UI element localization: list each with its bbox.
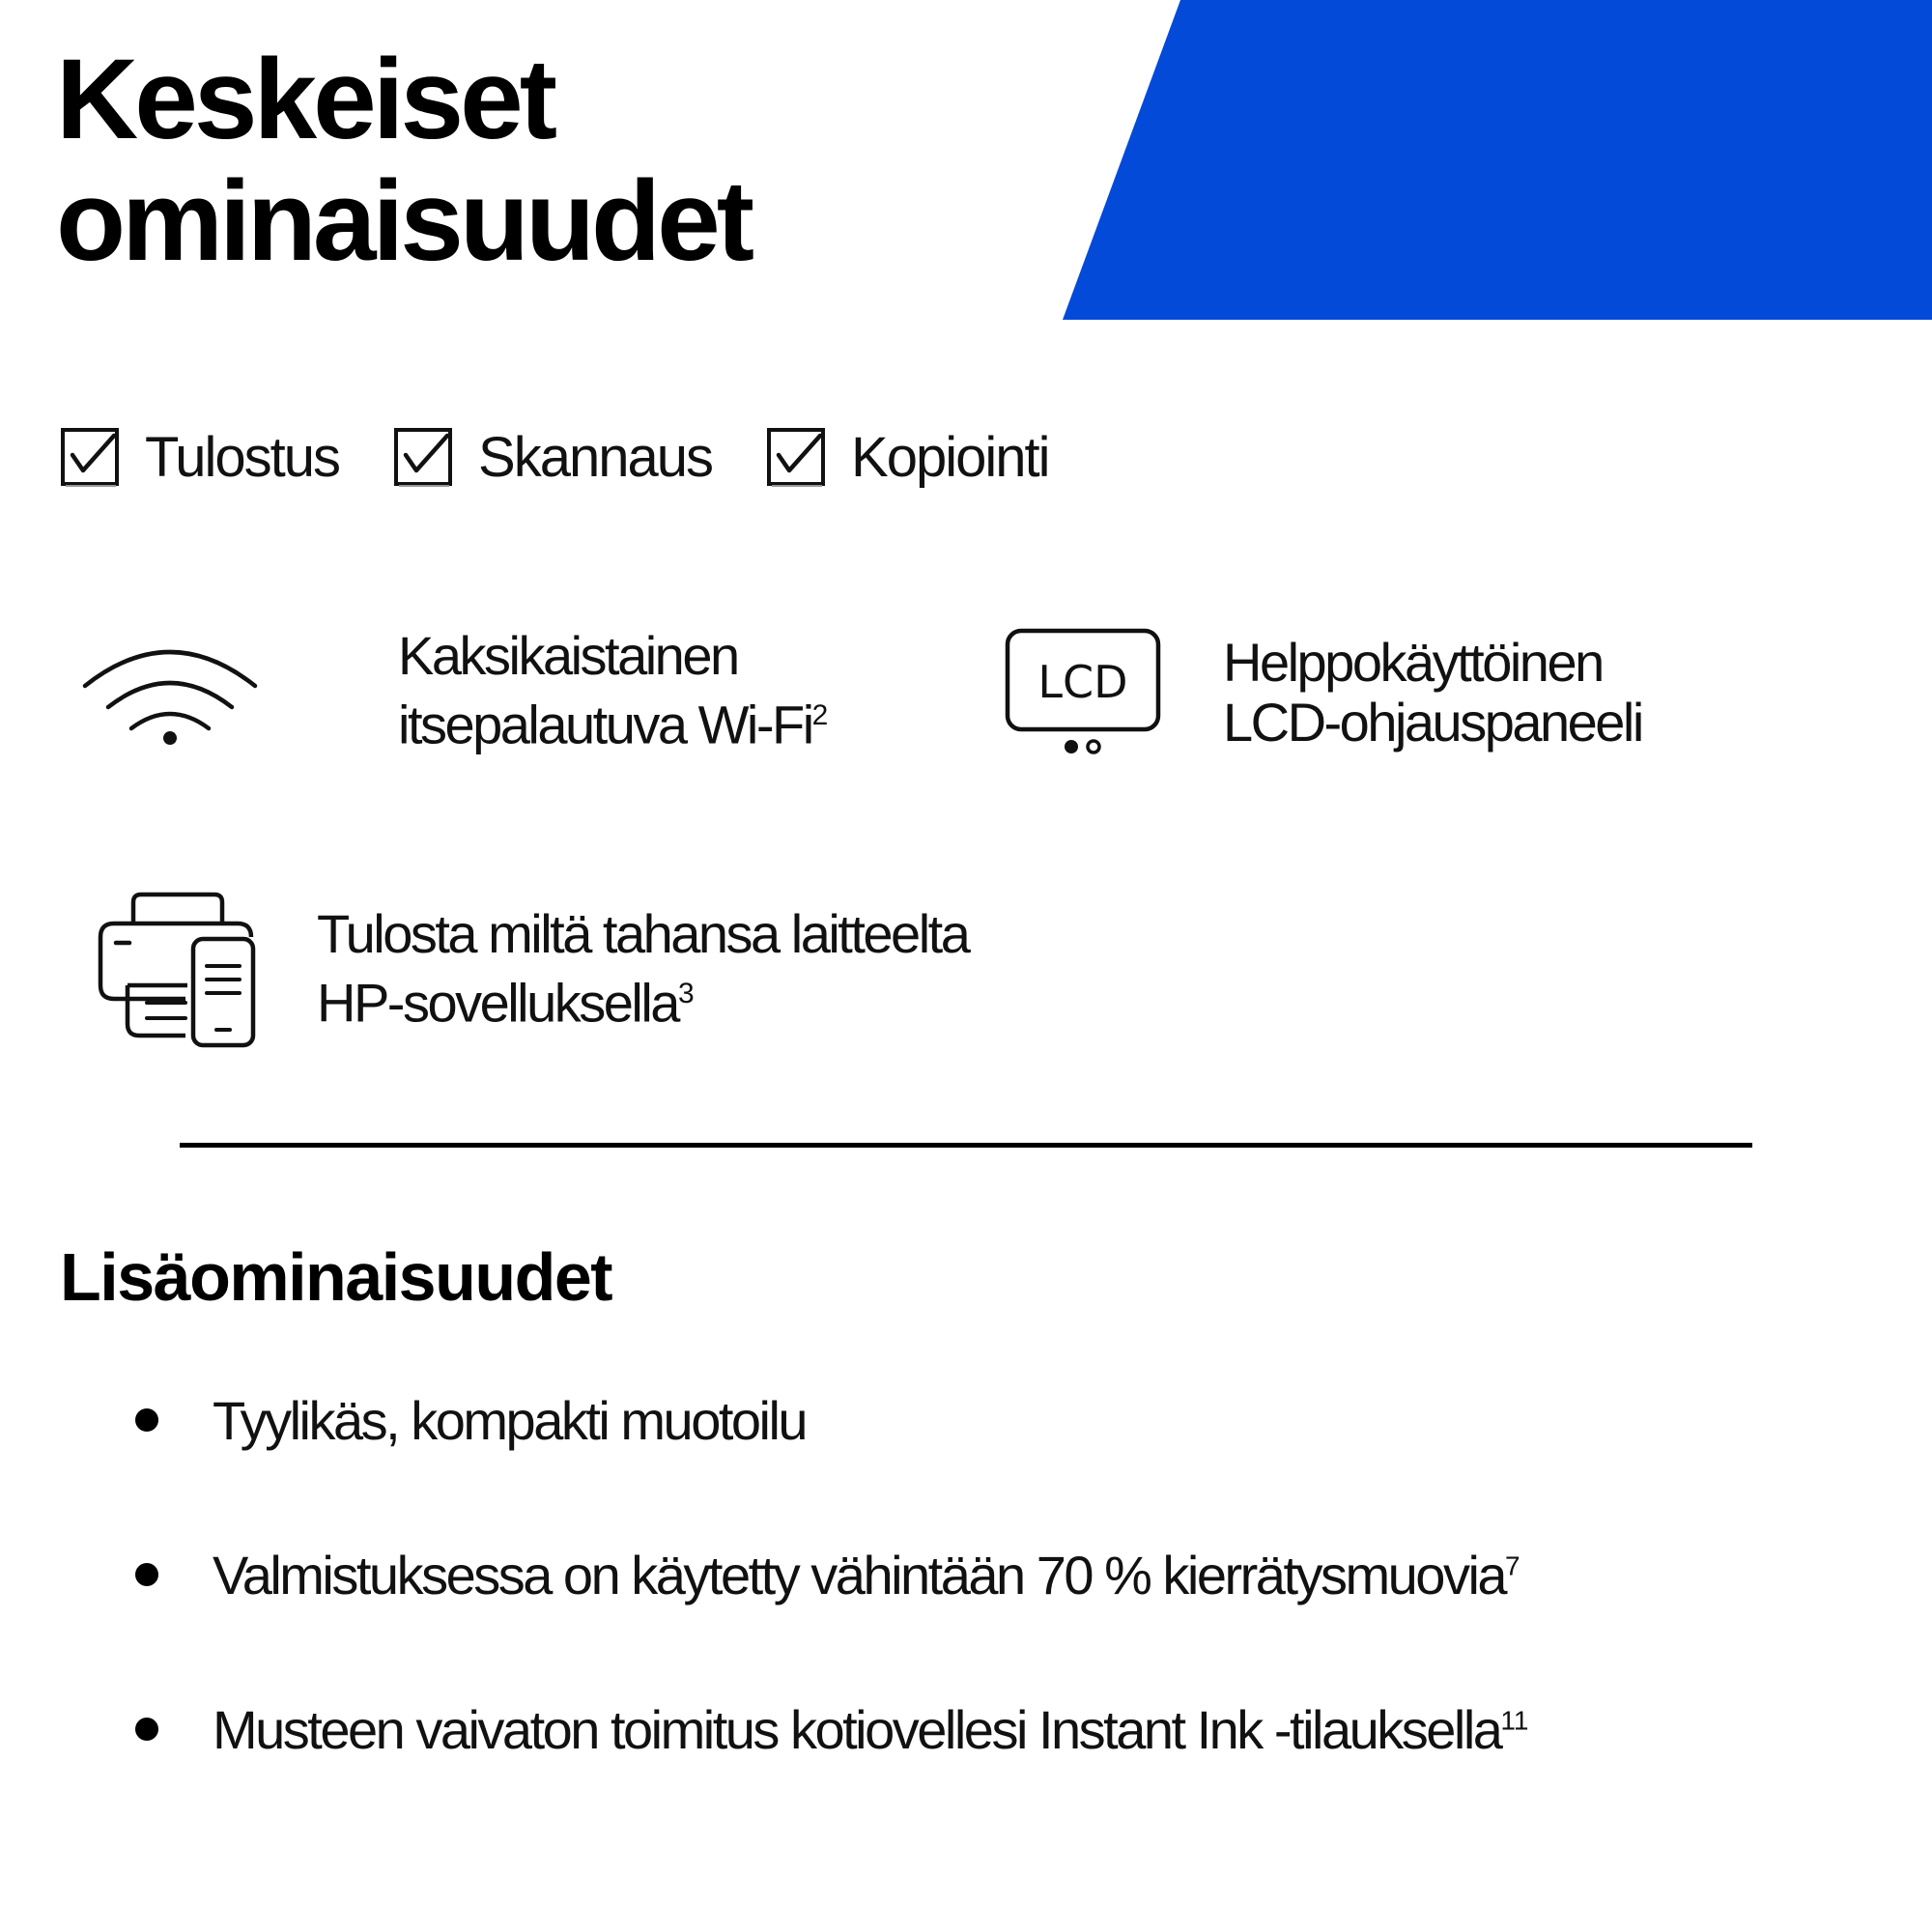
list-item	[135, 1343, 1529, 1497]
list-item	[135, 1497, 1529, 1652]
function-print	[60, 425, 339, 490]
checkbox-checked-icon	[393, 426, 453, 490]
feature-line-2: itsepalautuva Wi-Fi$^2$	[398, 694, 829, 755]
title-line-2: ominaisuudet	[56, 157, 752, 285]
feature-line-1: Tulosta miltä tahansa laitteelta	[317, 903, 969, 965]
footnote-marker: 7	[1505, 1549, 1520, 1580]
checkbox-checked-icon	[60, 426, 120, 490]
footnote-marker: 3	[677, 978, 695, 1010]
additional-list	[135, 1343, 1529, 1806]
page-title	[56, 36, 752, 285]
footnote-marker: 11	[1500, 1704, 1529, 1735]
list-item-text: Tyylikäs, kompakti muotoilu	[213, 1389, 807, 1451]
printer-phone-icon	[97, 889, 257, 1049]
feature-line-2: HP-sovelluksella$^3$	[317, 972, 695, 1034]
lcd-icon-text: LCD	[1037, 656, 1128, 708]
feature-lcd	[1005, 628, 1642, 757]
function-copy	[766, 425, 1048, 490]
feature-line-1: Helppokäyttöinen	[1223, 632, 1603, 693]
feature-print-anywhere	[97, 889, 968, 1049]
function-scan	[393, 425, 712, 490]
function-label: Skannaus	[478, 426, 713, 489]
footnote-marker: 2	[811, 699, 829, 731]
function-label: Tulostus	[145, 426, 340, 489]
function-list	[60, 425, 1103, 490]
list-item-text: Valmistuksessa on käytetty vähintään 70 % kierrätysmuovia$^7$	[213, 1544, 1520, 1605]
wifi-icon	[81, 628, 259, 753]
bullet-icon	[135, 1408, 158, 1432]
additional-title: Lisäominaisuudet	[60, 1239, 612, 1315]
title-line-1: Keskeiset	[56, 36, 554, 163]
feature-text	[317, 904, 968, 1034]
bullet-icon	[135, 1563, 158, 1586]
bullet-icon	[135, 1718, 158, 1741]
feature-line-2: LCD-ohjauspaneeli	[1223, 692, 1642, 753]
lcd-panel-icon	[1005, 628, 1161, 757]
list-item-text: Musteen vaivaton toimitus kotiovellesi Instant Ink -tilauksella$^{11}$	[213, 1698, 1529, 1760]
checkbox-checked-icon	[766, 426, 826, 490]
feature-line-1: Kaksikaistainen	[398, 625, 738, 686]
feature-wifi	[81, 626, 828, 755]
list-item	[135, 1652, 1529, 1806]
feature-text	[398, 626, 828, 755]
feature-text	[1223, 633, 1642, 753]
function-label: Kopiointi	[851, 426, 1049, 489]
section-divider	[180, 1143, 1752, 1148]
